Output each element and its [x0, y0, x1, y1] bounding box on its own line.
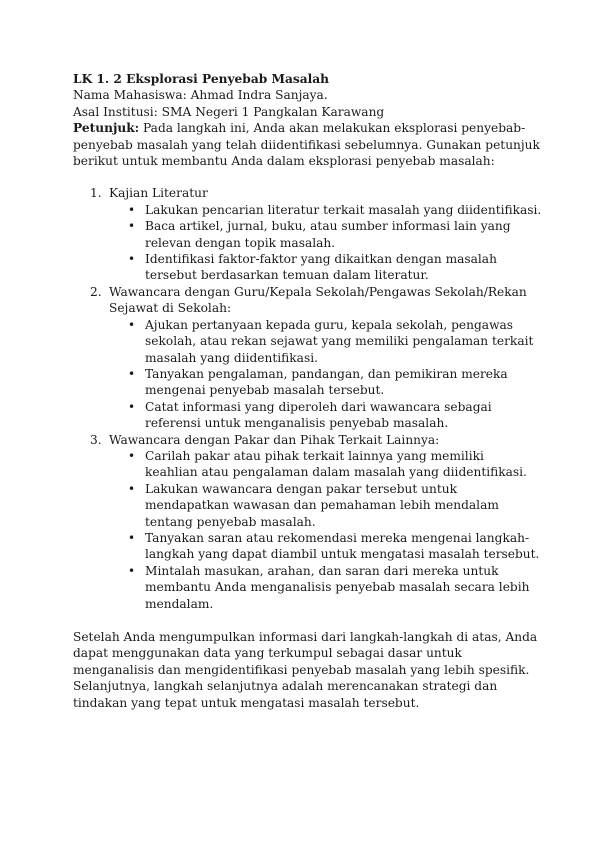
closing-paragraph: [73, 629, 538, 711]
step-title: Wawancara dengan Guru/Kepala Sekolah/Pengawas Sekolah/Rekan: [109, 284, 527, 299]
bullet-text-line: Mintalah masukan, arahan, dan saran dari mereka untuk: [145, 563, 499, 578]
bullet-text-line: keahlian atau pengalaman dalam masalah yang diidentifikasi.: [145, 465, 527, 480]
bullet-text-line: Tanyakan saran atau rekomendasi mereka mengenai langkah-: [145, 530, 530, 545]
step-number: 1.: [90, 186, 102, 201]
steps-list: [73, 185, 542, 612]
step-number: 2.: [90, 284, 102, 299]
bullet-icon: •: [128, 481, 136, 496]
step-title: Sejawat di Sekolah:: [109, 301, 232, 316]
bullet-text-line: tersebut berdasarkan temuan dalam literatur.: [145, 268, 429, 283]
step-item-kajian-literatur: [90, 185, 542, 283]
closing-text-line: Selanjutnya, langkah selanjutnya adalah merencanakan strategi dan: [73, 679, 498, 694]
instruction-paragraph: [73, 120, 540, 169]
bullet-icon: •: [128, 317, 136, 332]
closing-text-line: Setelah Anda mengumpulkan informasi dari langkah-langkah di atas, Anda: [73, 630, 538, 644]
bullet-icon: •: [128, 202, 136, 217]
bullet-list: [109, 317, 535, 432]
document-title: LK 1. 2 Eksplorasi Penyebab Masalah: [73, 72, 330, 86]
bullet-text-line: relevan dengan topik masalah.: [145, 235, 336, 250]
instruction-text-line: Pada langkah ini, Anda akan melakukan eksplorasi penyebab-: [139, 121, 526, 136]
bullet-icon: •: [128, 448, 136, 463]
bullet-text-line: mendapatkan wawasan dan pemahaman lebih mendalam: [145, 498, 499, 513]
bullet-text-line: referensi untuk menganalisis penyebab masalah.: [145, 416, 449, 431]
instruction-label: Petunjuk:: [73, 121, 140, 136]
bullet-icon: •: [128, 366, 136, 381]
bullet-item: [128, 202, 542, 218]
bullet-icon: •: [128, 399, 136, 414]
document-page: [73, 71, 542, 711]
bullet-text-line: Tanyakan pengalaman, pandangan, dan pemikiran mereka: [145, 366, 508, 381]
bullet-item: [128, 481, 535, 530]
bullet-item: [128, 366, 535, 399]
bullet-icon: •: [128, 252, 136, 267]
bullet-item: [128, 317, 535, 366]
bullet-item: [128, 563, 535, 612]
student-name: Nama Mahasiswa: Ahmad Indra Sanjaya.: [73, 88, 328, 103]
bullet-text-line: Carilah pakar atau pihak terkait lainnya yang memiliki: [145, 448, 484, 463]
bullet-item: [128, 399, 535, 432]
bullet-icon: •: [128, 530, 136, 545]
step-item-wawancara-pakar: [90, 432, 540, 612]
bullet-icon: •: [128, 219, 136, 234]
closing-text-line: tindakan yang tepat untuk mengatasi masalah tersebut.: [73, 695, 420, 710]
bullet-item: [128, 218, 535, 251]
closing-text-line: dapat menggunakan data yang terkumpul sebagai dasar untuk: [73, 646, 462, 661]
bullet-text-line: Baca artikel, jurnal, buku, atau sumber informasi lain yang: [145, 219, 511, 234]
closing-text-line: menganalisis dan mengidentifikasi penyebab masalah yang lebih spesifik.: [73, 662, 530, 677]
bullet-text-line: tentang penyebab masalah.: [145, 514, 316, 529]
bullet-text-line: mendalam.: [145, 596, 214, 611]
bullet-text-line: membantu Anda menganalisis penyebab masalah secara lebih: [145, 580, 530, 595]
step-title: Kajian Literatur: [109, 186, 208, 201]
bullet-text-line: sekolah, atau rekan sejawat yang memiliki pengalaman terkait: [145, 334, 534, 349]
step-number: 3.: [90, 432, 102, 447]
institution-name: Asal Institusi: SMA Negeri 1 Pangkalan Karawang: [73, 104, 385, 119]
bullet-list: [109, 448, 540, 612]
step-title: Wawancara dengan Pakar dan Pihak Terkait Lainnya:: [109, 432, 440, 447]
bullet-text-line: masalah yang diidentifikasi.: [145, 350, 318, 365]
bullet-text-line: Ajukan pertanyaan kepada guru, kepala sekolah, pengawas: [145, 317, 514, 332]
bullet-text-line: Lakukan pencarian literatur terkait masalah yang diidentifikasi.: [145, 202, 542, 217]
bullet-text-line: Identifikasi faktor-faktor yang dikaitkan dengan masalah: [145, 252, 497, 267]
bullet-text-line: mengenai penyebab masalah tersebut.: [145, 383, 385, 398]
bullet-item: [128, 448, 535, 481]
bullet-text-line: Catat informasi yang diperoleh dari wawancara sebagai: [145, 399, 492, 414]
bullet-text-line: Lakukan wawancara dengan pakar tersebut untuk: [145, 481, 458, 496]
bullet-list: [109, 202, 542, 284]
bullet-item: [128, 530, 540, 563]
bullet-item: [128, 251, 535, 284]
bullet-text-line: langkah yang dapat diambil untuk mengatasi masalah tersebut.: [145, 547, 540, 562]
instruction-text-line: penyebab masalah yang telah diidentifikasi sebelumnya. Gunakan petunjuk: [73, 137, 540, 152]
instruction-text-line: berikut untuk membantu Anda dalam eksplorasi penyebab masalah:: [73, 154, 495, 169]
step-item-wawancara-guru: [90, 284, 535, 432]
bullet-icon: •: [128, 563, 136, 578]
